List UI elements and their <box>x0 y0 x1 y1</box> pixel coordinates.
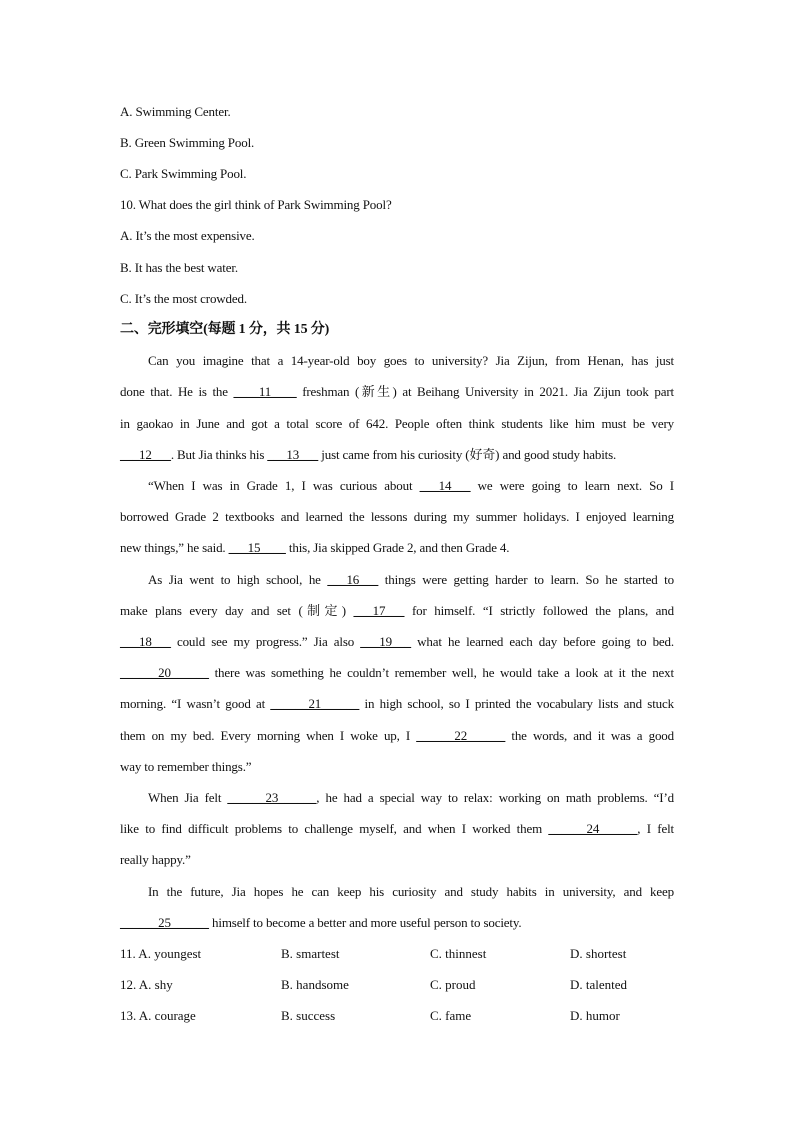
blank-24: ______24______ <box>548 821 638 836</box>
passage-text: “When I was in Grade 1, I was curious about <box>148 478 420 493</box>
passage-text: in high school, so I printed the vocabulary lists and stuck <box>359 696 674 711</box>
passage-line: really happy.” <box>120 852 191 867</box>
passage-line <box>120 665 674 681</box>
passage-line <box>120 540 509 556</box>
option-c: C. Park Swimming Pool. <box>120 166 247 181</box>
section-heading: 二、完形填空(每题 1 分，共 15 分) <box>120 322 330 337</box>
choice-c: C. fame <box>430 1008 472 1023</box>
passage-line: way to remember things.” <box>120 759 252 774</box>
passage-text: like to find difficult problems to challenge myself, and when I worked them <box>120 821 549 836</box>
blank-20: ______20______ <box>120 665 209 680</box>
passage-line: In the future, Jia hopes he can keep his curiosity and study habits in university, and keep <box>148 884 674 899</box>
passage-line <box>120 634 674 650</box>
choice-c: C. proud <box>430 977 476 992</box>
passage-text: we were going to learn next. So I <box>470 478 674 493</box>
passage-line: Can you imagine that a 14-year-old boy goes to university? Jia Zijun, from Henan, has just <box>148 353 674 368</box>
choice-b: B. handsome <box>281 977 349 992</box>
passage-line: borrowed Grade 2 textbooks and learned the lessons during my summer holidays. I enjoyed learning <box>120 509 674 524</box>
option-b: B. Green Swimming Pool. <box>120 135 255 150</box>
passage-text: for himself. “I strictly followed the plans, and <box>404 603 674 618</box>
choice-a: 12. A. shy <box>120 977 173 992</box>
passage-text: , he had a special way to relax: working on math problems. “I’d <box>316 790 674 805</box>
passage-line <box>148 478 674 494</box>
passage-line <box>120 696 674 712</box>
passage-text: make plans every day and set (制定) <box>120 603 354 618</box>
passage-text: When Jia felt <box>148 790 228 805</box>
passage-text: just came from his curiosity (好奇) and good study habits. <box>318 447 617 462</box>
passage-text: there was something he couldn’t remember well, he would take a look at it the next <box>208 665 674 680</box>
blank-15: ___15____ <box>228 540 286 555</box>
passage-line <box>120 447 616 463</box>
passage-text: new things,” he said. <box>120 540 229 555</box>
blank-22: ______22______ <box>416 728 506 743</box>
passage-line <box>148 790 674 806</box>
blank-25: ______25______ <box>120 915 209 930</box>
q10-option-a: A. It’s the most expensive. <box>120 228 255 243</box>
passage-text: what he learned each day before going to bed. <box>411 634 674 649</box>
passage-text: things were getting harder to learn. So he started to <box>378 572 674 587</box>
passage-text: the words, and it was a good <box>505 728 674 743</box>
option-a: A. Swimming Center. <box>120 104 231 119</box>
choice-b: B. smartest <box>281 946 340 961</box>
passage-line <box>120 728 674 744</box>
blank-14: ___14___ <box>419 478 471 493</box>
passage-line <box>120 915 522 931</box>
passage-text: done that. He is the <box>120 384 234 399</box>
choice-d: D. talented <box>570 977 628 992</box>
passage-line <box>120 821 674 837</box>
blank-19: ___19___ <box>360 634 412 649</box>
passage-text: freshman (新生) at Beihang University in 2021. Jia Zijun took part <box>296 384 675 399</box>
passage-text: this, Jia skipped Grade 2, and then Grade 4. <box>285 540 510 555</box>
blank-17: ___17___ <box>353 603 405 618</box>
passage-text: himself to become a better and more useful person to society. <box>208 915 522 930</box>
blank-16: ___16___ <box>327 572 379 587</box>
blank-23: ______23______ <box>227 790 317 805</box>
blank-18: ___18___ <box>120 634 171 649</box>
choice-c: C. thinnest <box>430 946 487 961</box>
blank-11: ____11____ <box>233 384 297 399</box>
passage-text: , I felt <box>637 821 674 836</box>
question-10: 10. What does the girl think of Park Swimming Pool? <box>120 197 392 212</box>
passage-text: morning. “I wasn’t good at <box>120 696 271 711</box>
passage-line: in gaokao in June and got a total score of 642. People often think students like him must be very <box>120 416 674 431</box>
blank-13: ___13___ <box>267 447 319 462</box>
passage-line <box>120 603 674 619</box>
choice-a: 11. A. youngest <box>120 946 202 961</box>
q10-option-b: B. It has the best water. <box>120 260 238 275</box>
choice-a: 13. A. courage <box>120 1008 196 1023</box>
passage-line <box>120 384 674 400</box>
q10-option-c: C. It’s the most crowded. <box>120 291 247 306</box>
passage-text: them on my bed. Every morning when I woke up, I <box>120 728 417 743</box>
passage-text: As Jia went to high school, he <box>148 572 328 587</box>
choice-d: D. humor <box>570 1008 620 1023</box>
blank-12: ___12___ <box>120 447 171 462</box>
passage-text: could see my progress.” Jia also <box>170 634 361 649</box>
blank-21: ______21______ <box>270 696 360 711</box>
passage-line <box>148 572 674 588</box>
passage-text: . But Jia thinks his <box>170 447 268 462</box>
choice-b: B. success <box>281 1008 336 1023</box>
choice-d: D. shortest <box>570 946 627 961</box>
